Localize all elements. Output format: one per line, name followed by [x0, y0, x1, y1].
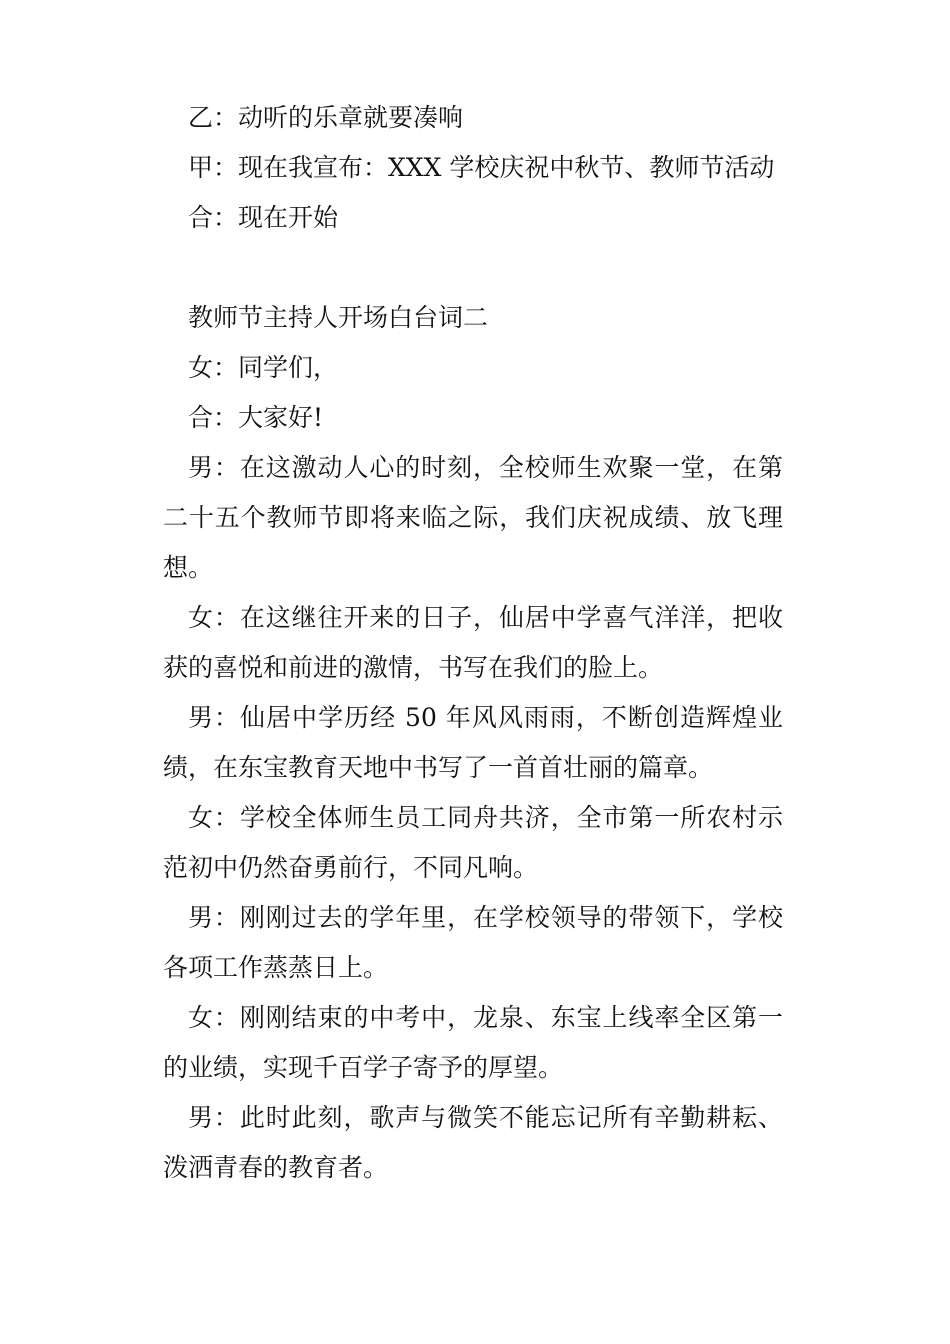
paragraph: 女：同学们，	[188, 353, 339, 382]
paragraph: 男：刚刚过去的学年里，在学校领导的带领下，学校各项工作蒸蒸日上。	[163, 903, 783, 982]
paragraph: 女：在这继往开来的日子，仙居中学喜气洋洋，把收获的喜悦和前进的激情，书写在我们的脸上。	[163, 603, 783, 682]
section-title: 教师节主持人开场白台词二	[188, 303, 489, 332]
paragraph: 女：刚刚结束的中考中，龙泉、东宝上线率全区第一的业绩，实现千百学子寄予的厚望。	[163, 1003, 783, 1082]
paragraph: 合：大家好!	[188, 403, 324, 432]
paragraph: 男：仙居中学历经 50 年风风雨雨，不断创造辉煌业绩，在东宝教育天地中书写了一首首壮丽的篇章。	[163, 703, 783, 782]
paragraph: 男：此时此刻，歌声与微笑不能忘记所有辛勤耕耘、泼洒青春的教育者。	[163, 1103, 783, 1182]
line-he: 合：现在开始	[188, 203, 339, 232]
paragraph: 女：学校全体师生员工同舟共济，全市第一所农村示范初中仍然奋勇前行，不同凡响。	[163, 803, 783, 882]
line-jia: 甲：现在我宣布：XXX 学校庆祝中秋节、教师节活动	[188, 153, 775, 182]
line-yi: 乙：动听的乐章就要凑响	[188, 103, 464, 132]
paragraph: 男：在这激动人心的时刻，全校师生欢聚一堂，在第二十五个教师节即将来临之际，我们庆祝成绩、放飞理想。	[163, 453, 783, 582]
